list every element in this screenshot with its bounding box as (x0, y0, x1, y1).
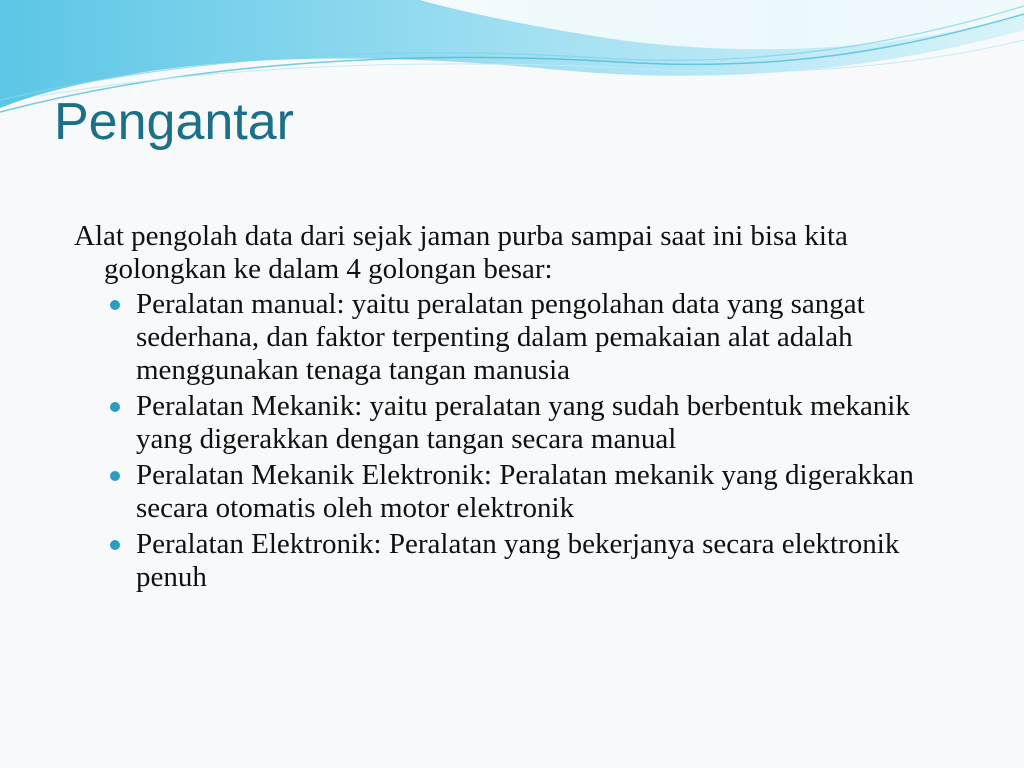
bullet-dot-icon (110, 300, 120, 310)
list-item (106, 459, 966, 525)
list-item (106, 288, 966, 387)
bullet-dot-icon (110, 540, 120, 550)
list-item-text: Peralatan Mekanik Elektronik: Peralatan mekanik yang digerakkan secara otomatis oleh motor elektronik (136, 459, 914, 524)
slide-body (74, 220, 974, 597)
list-item-text: Peralatan manual: yaitu peralatan pengolahan data yang sangat sederhana, dan faktor terpenting dalam pemakaian alat adalah menggunakan tenaga tangan manusia (136, 288, 865, 386)
slide-title: Pengantar (54, 93, 294, 151)
list-item (106, 390, 966, 456)
bullet-dot-icon (110, 402, 120, 412)
intro-paragraph: Alat pengolah data dari sejak jaman purba sampai saat ini bisa kita golongkan ke dalam 4 golongan besar: (74, 220, 848, 285)
list-item-text: Peralatan Mekanik: yaitu peralatan yang sudah berbentuk mekanik yang digerakkan dengan tangan secara manual (136, 390, 910, 455)
list-item-text: Peralatan Elektronik: Peralatan yang bekerjanya secara elektronik penuh (136, 528, 900, 593)
bullet-list (74, 288, 974, 594)
bullet-dot-icon (110, 471, 120, 481)
list-item (106, 528, 966, 594)
